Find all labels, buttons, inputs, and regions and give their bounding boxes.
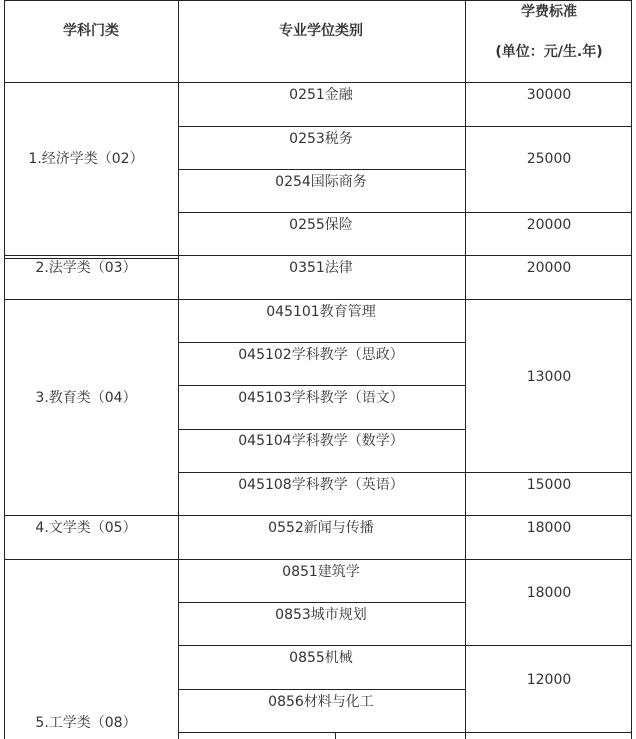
- fee-cell: 18000: [526, 585, 572, 601]
- grid-line: [178, 472, 632, 473]
- grid-line: [4, 255, 632, 256]
- major-cell: 0856材料与化工: [268, 694, 374, 710]
- fee-cell: 20000: [526, 217, 572, 233]
- fee-cell: 18000: [526, 520, 572, 536]
- grid-line: [178, 212, 632, 213]
- grid-line: [178, 385, 465, 386]
- major-cell: 045103学科教学（语文）: [238, 390, 404, 406]
- major-cell: 0254国际商务: [275, 174, 367, 190]
- major-cell: 0255保险: [289, 217, 353, 233]
- grid-line: [178, 602, 465, 603]
- fee-cell: 30000: [526, 87, 572, 103]
- header-category: 学科门类: [63, 23, 119, 39]
- fee-cell: 13000: [526, 369, 572, 385]
- fee-cell: 25000: [526, 151, 572, 167]
- major-cell: 0552新闻与传播: [268, 520, 374, 536]
- grid-line: [178, 169, 465, 170]
- grid-line: [631, 0, 632, 739]
- category-cell: 1.经济学类（02）: [28, 151, 144, 167]
- grid-line: [4, 82, 632, 83]
- major-cell: 0351法律: [289, 260, 353, 276]
- grid-line: [4, 0, 632, 1]
- grid-line: [178, 342, 465, 343]
- category-cell: 5.工学类（08）: [35, 715, 137, 731]
- major-cell: 0253税务: [289, 131, 353, 147]
- grid-line: [335, 732, 336, 739]
- major-cell: 0855机械: [289, 650, 353, 666]
- grid-line: [178, 732, 632, 733]
- fee-cell: 12000: [526, 672, 572, 688]
- category-cell: 3.教育类（04）: [35, 390, 137, 406]
- grid-line: [4, 559, 632, 560]
- grid-line: [4, 0, 5, 739]
- category-cell: 2.法学类（03）: [35, 260, 137, 276]
- major-cell: 0851建筑学: [282, 564, 360, 580]
- grid-line: [178, 645, 632, 646]
- header-fee: 学费标准: [521, 4, 577, 20]
- header-fee-unit: (单位：元/生.年): [495, 44, 603, 60]
- major-cell: 045102学科教学（思政）: [238, 347, 404, 363]
- category-cell: 4.文学类（05）: [35, 520, 137, 536]
- major-cell: 0251金融: [289, 87, 353, 103]
- grid-line: [178, 0, 179, 739]
- grid-line: [178, 689, 465, 690]
- fee-cell: 20000: [526, 260, 572, 276]
- major-cell: 0853城市规划: [275, 607, 367, 623]
- major-cell: 045101教育管理: [266, 304, 376, 320]
- fee-cell: 15000: [526, 477, 572, 493]
- grid-line: [465, 0, 466, 739]
- grid-line: [178, 126, 632, 127]
- major-cell: 045108学科教学（英语）: [238, 477, 404, 493]
- major-cell: 045104学科教学（数学）: [238, 433, 404, 449]
- grid-line: [178, 429, 465, 430]
- grid-line: [4, 299, 632, 300]
- grid-line: [4, 515, 632, 516]
- header-major: 专业学位类别: [279, 23, 363, 39]
